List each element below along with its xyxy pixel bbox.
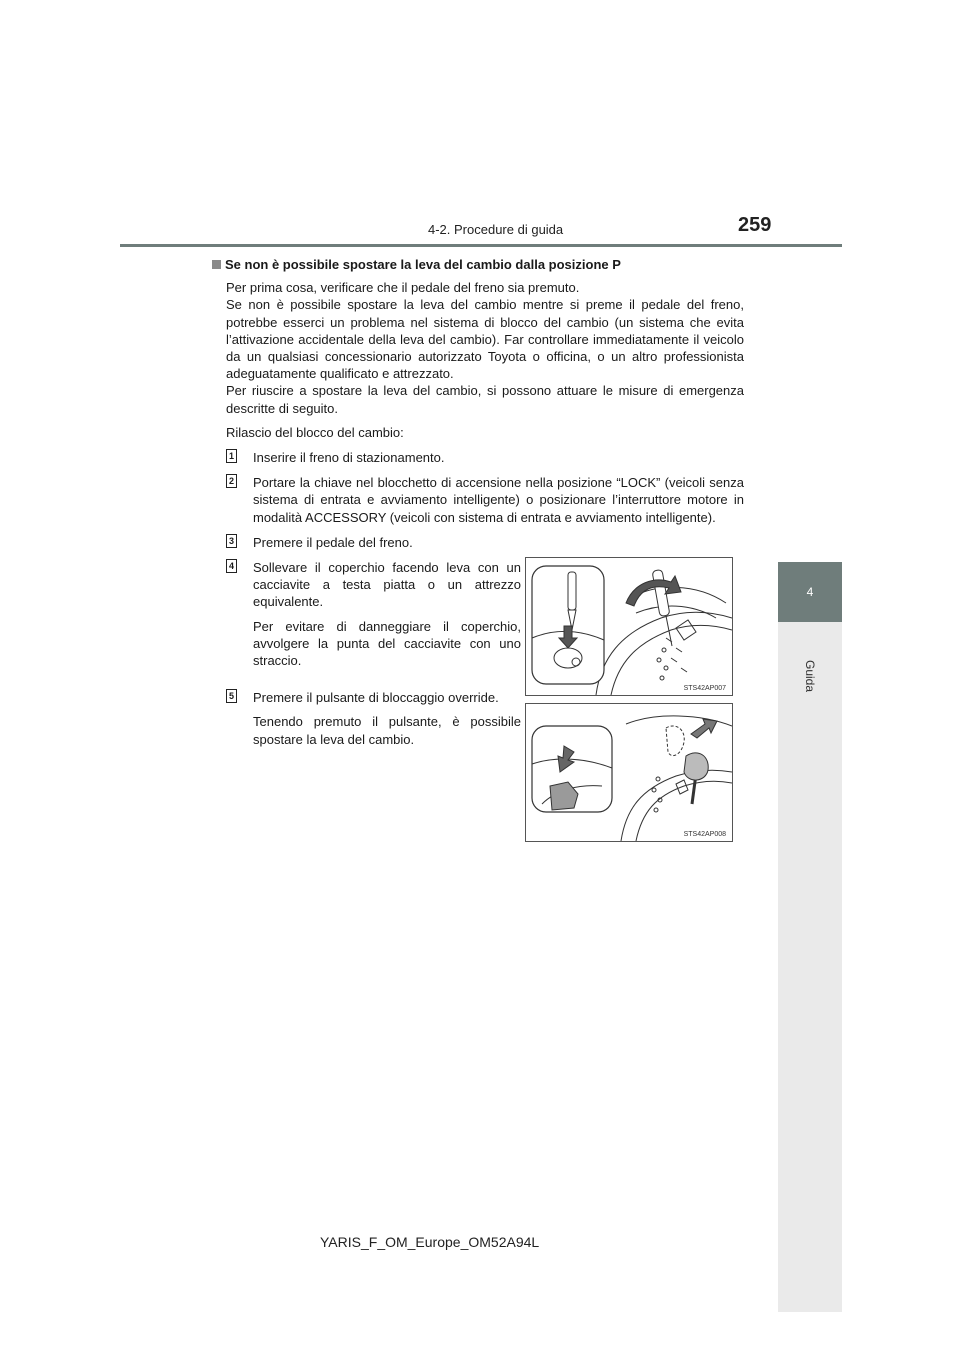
intro-line-1: Per prima cosa, verificare che il pedale del freno sia premuto.: [226, 280, 580, 296]
step-text: Sollevare il coperchio facendo leva con un cacciavite a testa piatta o un attrezzo equivalente.: [253, 560, 521, 610]
step-3: [226, 534, 744, 551]
step-text: Inserire il freno di stazionamento.: [253, 450, 445, 466]
figure-override-button: [525, 703, 733, 842]
step-number-badge: 1: [226, 449, 237, 463]
document-id: YARIS_F_OM_Europe_OM52A94L: [320, 1234, 540, 1250]
step-note: Per evitare di danneggiare il coperchio, avvolgere la punta del cacciavite con uno straccio.: [253, 618, 521, 669]
figure-caption: STS42AP007: [683, 685, 726, 692]
step-text: Premere il pulsante di bloccaggio override.: [253, 690, 499, 706]
intro-block: [212, 279, 744, 441]
chapter-tab-label-text: Guida: [803, 659, 817, 693]
figure-pry-cover: [525, 557, 733, 696]
shift-arrow-icon: [691, 719, 717, 738]
chapter-tab-label: [784, 646, 836, 706]
release-title: Rilascio del blocco del cambio:: [226, 424, 404, 440]
step-text: Premere il pedale del freno.: [253, 534, 413, 550]
step-number-badge: 5: [226, 689, 237, 703]
detail-inset: [532, 726, 612, 812]
step-text: Portare la chiave nel blocchetto di accensione nella posizione “LOCK” (veicoli senza sistema di entrata e avviamento intelligente) o posizionare l’interruttore motore in modalità ACCESSORY (veicoli con sistema di entrata e avviamento intelligente).: [253, 475, 744, 525]
section-heading-text: Se non è possibile spostare la leva del cambio dalla posizione P: [225, 257, 621, 272]
intro-line-2: Se non è possibile spostare la leva del cambio mentre si preme il pedale del freno, potrebbe esserci un problema nel sistema di blocco del cambio (un sistema che evita l’attivazione accidentale della leva del cambio). Far controllare immediatamente il veicolo da un qualsiasi concessionario autorizzato Toyota o officina, o un altro professionista adeguatamente qualificato e attrezzato.: [226, 297, 744, 382]
chapter-tab-background: [778, 622, 842, 1312]
shift-lever-icon: [684, 753, 708, 804]
detail-inset: [532, 566, 604, 684]
step-1: [226, 449, 744, 466]
square-bullet-icon: [212, 260, 221, 269]
step-note: Tenendo premuto il pulsante, è possibile spostare la leva del cambio.: [253, 714, 521, 747]
step-number-badge: 4: [226, 559, 237, 573]
step-number-badge: 2: [226, 474, 237, 488]
header-divider: [120, 244, 842, 247]
page-number: 259: [738, 214, 772, 236]
curved-arrow-icon: [626, 576, 681, 606]
override-button-illustration: [526, 704, 732, 841]
figure-caption: STS42AP008: [683, 831, 726, 838]
step-number-badge: 3: [226, 534, 237, 548]
section-heading: [212, 256, 744, 273]
section-title: 4-2. Procedure di guida: [428, 222, 564, 237]
pry-cover-illustration: [526, 558, 732, 695]
chapter-tab-number[interactable]: 4: [778, 562, 842, 622]
step-2: [226, 474, 744, 526]
dashed-lever-outline: [666, 726, 684, 756]
intro-line-3: Per riuscire a spostare la leva del cambio, si possono attuare le misure di emergenza descritte di seguito.: [226, 383, 744, 416]
